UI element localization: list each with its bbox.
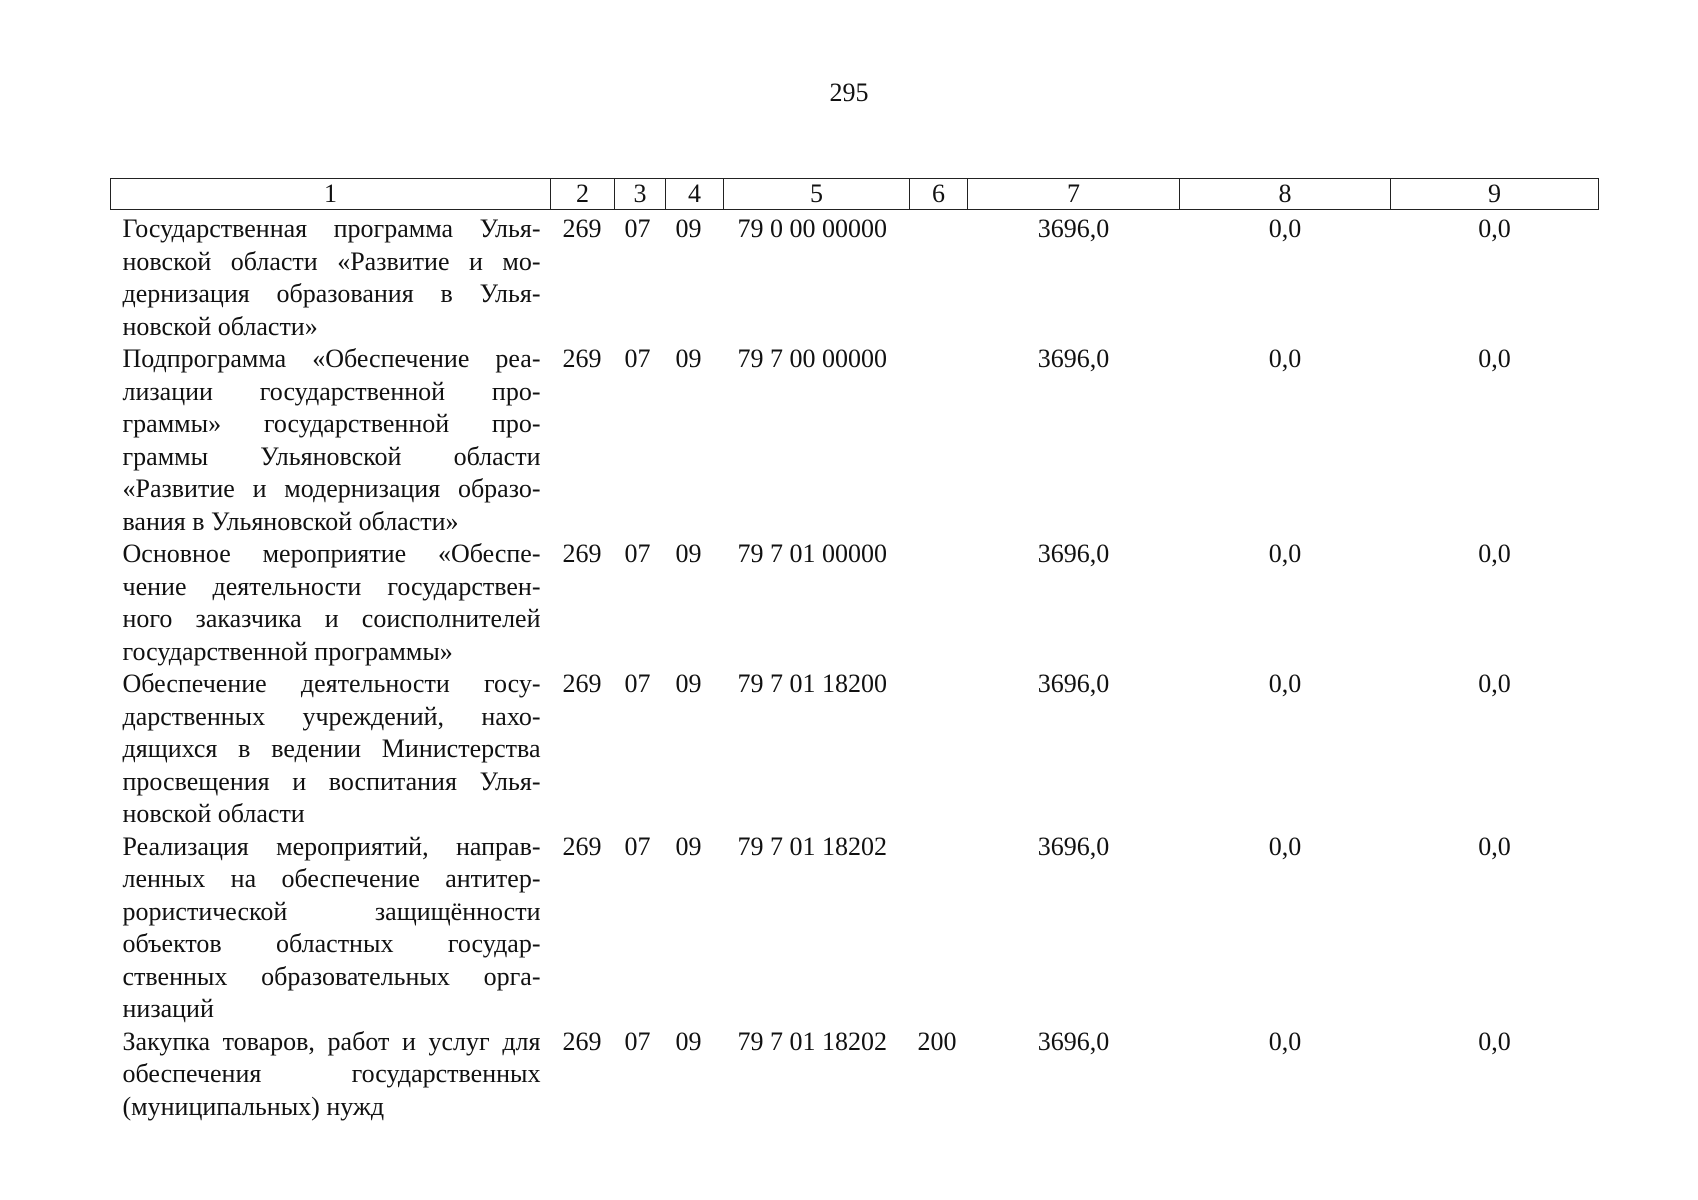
column-header-2: 2 — [551, 179, 615, 210]
name-line: Основное мероприятие «Обеспе- — [122, 539, 541, 568]
cell-col-8: 0,0 — [1268, 214, 1302, 243]
cell-col-9: 0,0 — [1478, 344, 1511, 373]
cell-col-3: 07 — [624, 831, 651, 861]
column-header-6: 6 — [910, 179, 968, 210]
cell-col-7: 3696,0 — [1037, 214, 1110, 243]
name-line: вания в Ульяновской области» — [122, 506, 459, 536]
cell-col-6 — [910, 668, 968, 831]
name-line: новской области — [122, 799, 305, 828]
cell-col-4: 09 — [675, 214, 702, 243]
cell-col-3: 07 — [624, 669, 651, 698]
cell-col-7: 3696,0 — [1037, 539, 1110, 568]
table-row — [111, 343, 1599, 538]
cell-col-6 — [910, 538, 968, 668]
name-line: обеспечения государственных — [122, 1059, 541, 1088]
name-line: дарственных учреждений, нахо- — [122, 701, 541, 731]
cell-col-1 — [111, 343, 551, 538]
cell-col-3: 07 — [624, 214, 651, 243]
cell-col-9: 0,0 — [1478, 1026, 1511, 1056]
name-line: граммы» государственной про- — [122, 409, 541, 438]
cell-col-4: 09 — [675, 539, 702, 568]
name-line: (муниципальных) нужд — [122, 1091, 385, 1121]
name-line: дящихся в ведении Министерства — [122, 734, 541, 763]
cell-col-2: 269 — [562, 669, 602, 698]
cell-col-8: 0,0 — [1268, 1026, 1302, 1056]
cell-col-6 — [910, 343, 968, 538]
cell-col-6 — [910, 210, 968, 344]
name-line: объектов областных государ- — [122, 929, 541, 958]
cell-col-3: 07 — [624, 1026, 651, 1056]
cell-col-5: 79 0 00 00000 — [737, 214, 887, 243]
name-line: ного заказчика и соисполнителей — [122, 604, 541, 633]
name-line: граммы Ульяновской области — [122, 441, 541, 471]
table-row — [111, 668, 1599, 831]
cell-col-9: 0,0 — [1478, 831, 1511, 861]
table-row — [111, 538, 1599, 668]
cell-col-5: 79 7 01 00000 — [737, 539, 887, 568]
name-line: чение деятельности государствен- — [122, 571, 541, 601]
cell-col-8: 0,0 — [1268, 539, 1302, 568]
cell-col-4: 09 — [675, 669, 702, 698]
cell-col-9: 0,0 — [1478, 669, 1511, 698]
cell-col-8: 0,0 — [1268, 669, 1302, 698]
cell-col-7: 3696,0 — [1037, 1026, 1110, 1056]
cell-col-6: 200 — [917, 1026, 957, 1056]
name-line: Обеспечение деятельности госу- — [122, 669, 541, 698]
cell-col-5: 79 7 01 18200 — [737, 669, 887, 698]
table-row — [111, 1026, 1599, 1124]
cell-col-9: 0,0 — [1478, 539, 1511, 568]
column-header-9: 9 — [1391, 179, 1599, 210]
table-body — [111, 210, 1599, 1124]
name-line: Реализация мероприятий, направ- — [122, 831, 541, 861]
name-line: новской области» — [122, 311, 318, 341]
cell-col-7: 3696,0 — [1037, 344, 1110, 373]
column-header-7: 7 — [968, 179, 1180, 210]
cell-col-6 — [910, 831, 968, 1026]
name-line: дернизация образования в Улья- — [122, 279, 541, 308]
cell-col-4: 09 — [675, 1026, 702, 1056]
cell-col-8: 0,0 — [1268, 344, 1302, 373]
table-row — [111, 210, 1599, 344]
cell-col-5: 79 7 01 18202 — [737, 1026, 887, 1056]
cell-col-2: 269 — [562, 1026, 602, 1056]
cell-col-9: 0,0 — [1478, 214, 1511, 243]
cell-col-1 — [111, 210, 551, 344]
column-header-3: 3 — [615, 179, 666, 210]
cell-col-3: 07 — [624, 344, 651, 373]
cell-col-4: 09 — [675, 831, 702, 861]
page-number: 295 — [829, 78, 869, 107]
table-header-row — [111, 179, 1599, 210]
name-line: рористической защищённости — [122, 896, 541, 926]
name-line: Закупка товаров, работ и услуг для — [122, 1026, 541, 1056]
name-line: лизации государственной про- — [122, 376, 541, 406]
cell-col-8: 0,0 — [1268, 831, 1302, 861]
cell-col-1 — [111, 668, 551, 831]
cell-col-2: 269 — [562, 214, 602, 243]
cell-col-3: 07 — [624, 539, 651, 568]
name-line: Подпрограмма «Обеспечение реа- — [122, 344, 541, 373]
name-line: «Развитие и модернизация образо- — [122, 474, 541, 503]
table-row — [111, 831, 1599, 1026]
column-header-1: 1 — [111, 179, 551, 210]
cell-col-1 — [111, 538, 551, 668]
cell-col-5: 79 7 00 00000 — [737, 344, 887, 373]
cell-col-7: 3696,0 — [1037, 669, 1110, 698]
name-line: низаций — [122, 994, 214, 1023]
cell-col-2: 269 — [562, 539, 602, 568]
name-line: Государственная программа Улья- — [122, 214, 541, 243]
column-header-5: 5 — [724, 179, 910, 210]
column-header-8: 8 — [1180, 179, 1391, 210]
name-line: новской области «Развитие и мо- — [122, 246, 541, 276]
name-line: ленных на обеспечение антитер- — [122, 864, 541, 893]
cell-col-2: 269 — [562, 344, 602, 373]
cell-col-1 — [111, 1026, 551, 1124]
name-line: просвещения и воспитания Улья- — [122, 766, 541, 796]
cell-col-4: 09 — [675, 344, 702, 373]
cell-col-1 — [111, 831, 551, 1026]
column-header-4: 4 — [666, 179, 724, 210]
name-line: государственной программы» — [122, 636, 453, 666]
budget-table — [110, 178, 1599, 1123]
cell-col-5: 79 7 01 18202 — [737, 831, 887, 861]
cell-col-7: 3696,0 — [1037, 831, 1110, 861]
name-line: ственных образовательных орга- — [122, 961, 541, 991]
cell-col-2: 269 — [562, 831, 602, 861]
